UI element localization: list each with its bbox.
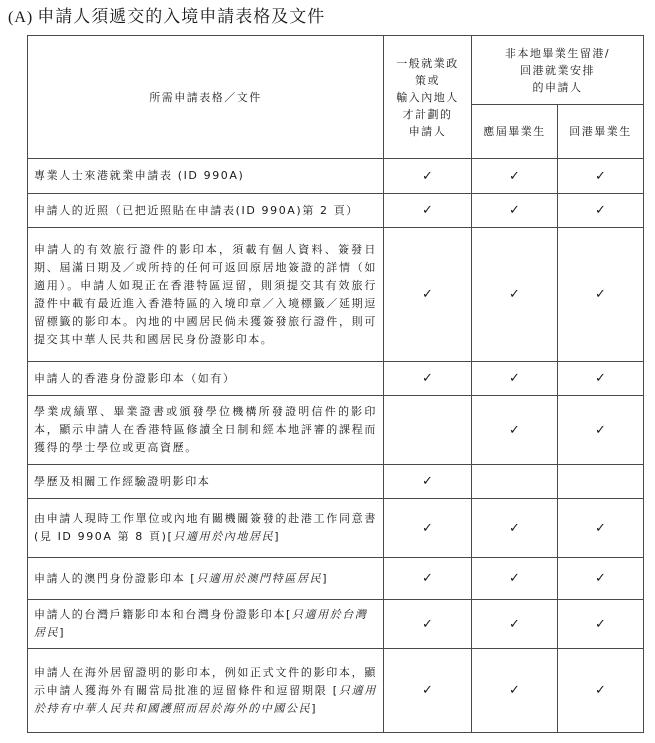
check-cell-fresh xyxy=(472,600,558,649)
check-cell-general xyxy=(384,159,472,194)
check-cell-fresh xyxy=(472,465,558,499)
check-icon: ✓ xyxy=(509,616,520,632)
check-cell-fresh xyxy=(472,159,558,194)
check-cell-returning xyxy=(558,362,644,396)
document-cell xyxy=(28,465,384,499)
check-icon: ✓ xyxy=(595,371,606,386)
check-icon: ✓ xyxy=(509,168,520,184)
check-icon: ✓ xyxy=(595,520,606,536)
check-icon: ✓ xyxy=(509,371,520,386)
table-row xyxy=(28,159,644,194)
check-cell-returning xyxy=(558,558,644,600)
check-icon: ✓ xyxy=(595,203,606,218)
document-text: ] xyxy=(322,571,329,585)
section-title-text: 申請人須遞交的入境申請表格及文件 xyxy=(37,7,326,27)
check-cell-fresh xyxy=(472,228,558,362)
section-title xyxy=(8,2,325,27)
document-text: 申請人的近照（已把近照貼在申請表(ID 990A)第 2 頁） xyxy=(34,203,359,217)
check-cell-fresh xyxy=(472,499,558,558)
table-row xyxy=(28,499,644,558)
check-cell-returning xyxy=(558,600,644,649)
document-text: 學業成績單、畢業證書或頒發學位機構所發證明信件的影印本，顯示申請人在香港特區修讀全日制和經本地評審的課程而獲得的學士學位或更高資歷。 xyxy=(34,405,377,454)
table-row xyxy=(28,396,644,465)
check-cell-general xyxy=(384,465,472,499)
document-text: ] xyxy=(311,701,318,715)
document-text: 申請人的台灣戶籍影印本和台灣身份證影印本[ xyxy=(34,608,292,621)
table-row xyxy=(28,362,644,396)
check-icon: ✓ xyxy=(595,168,606,184)
check-cell-fresh xyxy=(472,362,558,396)
check-icon: ✓ xyxy=(595,683,606,698)
applicability-note: 只適用於持有中華人民共和國護照而居於海外的中國公民 xyxy=(34,683,377,715)
check-cell-general xyxy=(384,228,472,362)
document-cell xyxy=(28,600,384,649)
check-cell-returning xyxy=(558,499,644,558)
check-icon: ✓ xyxy=(595,616,606,632)
document-text: 申請人的有效旅行證件的影印本，須載有個人資料、簽發日期、屆滿日期及／或所持的任何可返回原居地簽證的詳情（如適用）。申請人如現正在香港特區逗留，則須提交其有效旅行證件中載有最近進入香港特區的入境印章／入境標籤／延期逗留標籤的影印本。內地的中國居民倘未獲簽發旅行證件，則可提交其中華人民共和國居民身份證影印本。 xyxy=(34,242,377,346)
document-text: 學歷及相關工作經驗證明影印本 xyxy=(34,474,211,488)
check-cell-returning xyxy=(558,194,644,228)
check-icon: ✓ xyxy=(509,203,520,218)
check-cell-returning xyxy=(558,465,644,499)
check-icon: ✓ xyxy=(422,520,433,536)
applicability-note: 只適用於澳門特區居民 xyxy=(196,571,323,585)
document-cell xyxy=(28,558,384,600)
check-icon: ✓ xyxy=(422,203,433,218)
table-row xyxy=(28,558,644,600)
section-mark: (A) xyxy=(8,9,34,26)
check-icon: ✓ xyxy=(595,287,606,302)
check-cell-general xyxy=(384,499,472,558)
check-cell-general xyxy=(384,558,472,600)
header-fresh-graduates: 應屆畢業生 xyxy=(472,105,558,159)
check-icon: ✓ xyxy=(422,616,433,632)
check-cell-fresh xyxy=(472,649,558,733)
document-text: 申請人的澳門身份證影印本 [ xyxy=(34,571,197,585)
table-row xyxy=(28,194,644,228)
header-general-applicants: 一般就業政 策或 輸入內地人 才計劃的 申請人 xyxy=(384,36,472,159)
document-text: ] xyxy=(274,530,281,543)
document-cell xyxy=(28,228,384,362)
check-icon: ✓ xyxy=(422,287,433,302)
header-documents: 所需申請表格／文件 xyxy=(28,36,384,159)
document-cell xyxy=(28,362,384,396)
check-cell-general xyxy=(384,362,472,396)
check-icon: ✓ xyxy=(422,168,433,184)
applicability-note: 只適用於內地居民 xyxy=(173,530,275,543)
check-icon: ✓ xyxy=(422,683,433,698)
check-icon: ✓ xyxy=(595,571,606,586)
check-cell-returning xyxy=(558,396,644,465)
check-cell-general xyxy=(384,194,472,228)
check-icon: ✓ xyxy=(509,287,520,302)
document-text: 由申請人現時工作單位或內地有關機關簽發的赴港工作同意書 (見 ID 990A 第 8 頁)[ xyxy=(34,512,377,543)
document-text: 專業人士來港就業申請表 (ID 990A) xyxy=(34,169,245,182)
header-returning-graduates: 回港畢業生 xyxy=(558,105,644,159)
check-cell-general xyxy=(384,649,472,733)
check-icon: ✓ xyxy=(595,422,606,438)
document-cell xyxy=(28,499,384,558)
check-cell-general xyxy=(384,396,472,465)
check-icon: ✓ xyxy=(422,474,433,489)
applicability-note: 只適用於台灣居民 xyxy=(34,608,368,639)
table-row xyxy=(28,600,644,649)
document-cell xyxy=(28,396,384,465)
document-text: 申請人的香港身份證影印本（如有） xyxy=(34,371,236,385)
header-nonlocal-graduates: 非本地畢業生留港/ 回港就業安排 的申請人 xyxy=(472,36,644,105)
check-cell-general xyxy=(384,600,472,649)
check-icon: ✓ xyxy=(509,683,520,698)
check-icon: ✓ xyxy=(422,571,433,586)
check-cell-returning xyxy=(558,649,644,733)
document-text: ] xyxy=(59,626,66,639)
table-row xyxy=(28,649,644,733)
requirements-table xyxy=(27,35,644,733)
document-text: 申請人在海外居留證明的影印本，例如正式文件的影印本，顯示申請人獲海外有關當局批准的逗留條件和逗留期限 [ xyxy=(34,665,377,697)
check-cell-returning xyxy=(558,159,644,194)
check-cell-returning xyxy=(558,228,644,362)
document-cell xyxy=(28,649,384,733)
document-cell xyxy=(28,194,384,228)
table-row xyxy=(28,228,644,362)
check-icon: ✓ xyxy=(509,520,520,536)
check-icon: ✓ xyxy=(509,422,520,438)
table-row xyxy=(28,465,644,499)
document-cell xyxy=(28,159,384,194)
check-cell-fresh xyxy=(472,194,558,228)
check-icon: ✓ xyxy=(422,371,433,386)
check-icon: ✓ xyxy=(509,571,520,586)
check-cell-fresh xyxy=(472,396,558,465)
check-cell-fresh xyxy=(472,558,558,600)
